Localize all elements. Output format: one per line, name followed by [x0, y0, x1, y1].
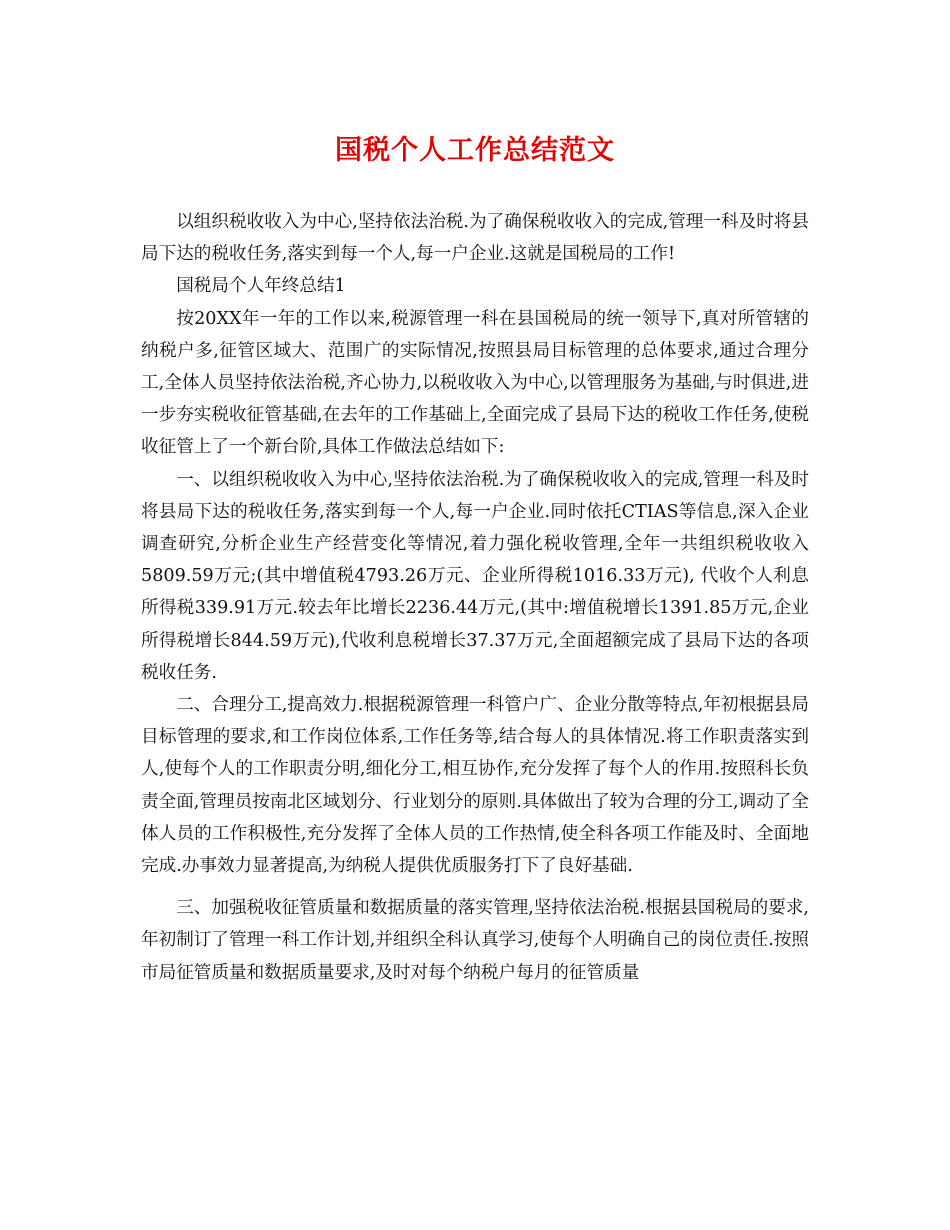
paragraph-point-3: 三、加强税收征管质量和数据质量的落实管理,坚持依法治税.根据县国税局的要求,年初制订了管理一科工作计划,并组织全科认真学习,使每个人明确自己的岗位责任.按照市局征管质量和数据质量要求,及时对每个纳税户每月的征管质量: [141, 898, 809, 983]
paragraph-point-1: 一、以组织税收收入为中心,坚持依法治税.为了确保税收收入的完成,管理一科及时将县局下达的税收任务,落实到每一个人,每一户企业.同时依托CTIAS等信息,深入企业调查研究,分析企业生产经营变化等情况,着力强化税收管理,全年一共组织税收收入5809.59万元;(其中增值税4793.26万元、企业所得税1016.33万元), 代收个人利息所得税339.91万元.较去年比增长2236.44万元,(其中:增值税增长1391.85万元,企业所得税增长844.59万元),代收利息税增长37.37万元,全面超额完成了县局下达的各项税收任务.: [141, 469, 809, 683]
paragraph-point-2: 二、合理分工,提高效力.根据税源管理一科管户广、企业分散等特点,年初根据县局目标管理的要求,和工作岗位体系,工作任务等,结合每人的具体情况.将工作职责落实到人,使每个人的工作职责分明,细化分工,相互协作,充分发挥了每个人的作用.按照科长负责全面,管理员按南北区域划分、行业划分的原则.具体做出了较为合理的分工,调动了全体人员的工作积极性,充分发挥了全体人员的工作热情,使全科各项工作能及时、全面地完成.办事效力显著提高,为纳税人提供优质服务打下了良好基础.: [141, 695, 809, 877]
section-heading: 国税局个人年终总结1: [176, 276, 346, 297]
paragraph-intro: 以组织税收收入为中心,坚持依法治税.为了确保税收收入的完成,管理一科及时将县局下达的税收任务,落实到每一个人,每一户企业.这就是国税局的工作!: [141, 212, 809, 265]
document-body: [141, 206, 809, 989]
paragraph-overview: 按20XX年一年的工作以来,税源管理一科在县国税局的统一领导下,真对所管辖的纳税户多,征管区域大、范围广的实际情况,按照县局目标管理的总体要求,通过合理分工,全体人员坚持依法治税,齐心协力,以税收收入为中心,以管理服务为基础,与时俱进,进一步夯实税收征管基础,在去年的工作基础上,全面完成了县局下达的税收工作任务,使税收征管上了一个新台阶,具体工作做法总结如下:: [141, 308, 809, 458]
document-title: 国税个人工作总结范文: [335, 135, 615, 166]
